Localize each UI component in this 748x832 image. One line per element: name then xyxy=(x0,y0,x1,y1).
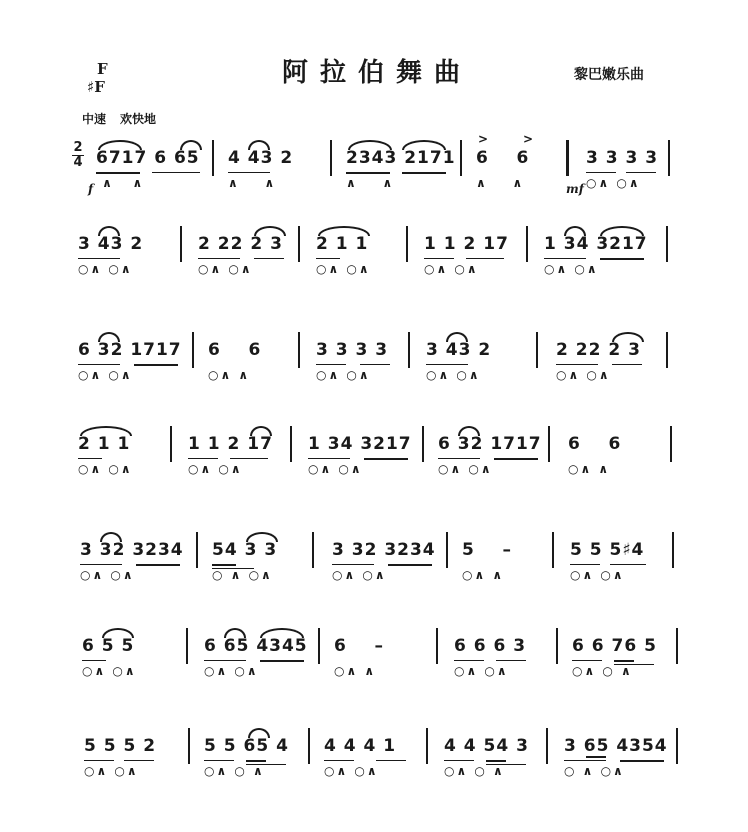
measure xyxy=(204,624,314,694)
barline xyxy=(330,140,332,176)
barline xyxy=(552,532,554,568)
barline xyxy=(312,532,314,568)
notes: 5 – xyxy=(462,540,513,560)
tempo-character: 欢快地 xyxy=(120,112,157,126)
beam xyxy=(376,760,406,761)
notes: 1 1 2 17 xyxy=(188,434,273,454)
barline xyxy=(526,226,528,262)
beam xyxy=(444,760,474,761)
beam xyxy=(556,364,598,365)
beam xyxy=(78,458,102,459)
measure xyxy=(324,724,414,794)
beam xyxy=(626,172,656,173)
notes: 2 1 1 xyxy=(316,234,369,254)
measure xyxy=(454,624,544,694)
beam xyxy=(388,564,432,566)
barline xyxy=(436,628,438,664)
notes: 4 4 54 3 xyxy=(444,736,529,756)
score-title: 阿拉伯舞曲 xyxy=(282,58,473,88)
barline xyxy=(556,628,558,664)
strum: ○∧ ○∧ xyxy=(308,462,363,476)
time-signature-bottom: 4 xyxy=(73,155,83,170)
measure xyxy=(334,624,414,694)
beam xyxy=(486,760,506,762)
strum: ○∧ ○∧ xyxy=(324,764,379,778)
score-row-6 xyxy=(0,624,748,694)
beam xyxy=(84,760,114,761)
notes: 4 4 4 1 xyxy=(324,736,397,756)
measure xyxy=(476,132,546,206)
beam xyxy=(402,172,446,174)
beam xyxy=(124,760,154,761)
measure xyxy=(78,222,178,292)
strum: ∧ ∧ xyxy=(96,176,145,190)
beam xyxy=(612,364,642,365)
barline xyxy=(548,426,550,462)
beam xyxy=(586,172,616,173)
beam xyxy=(136,564,180,566)
measure xyxy=(84,724,184,794)
barline xyxy=(290,426,292,462)
strum: ○∧ ○∧ xyxy=(424,262,479,276)
measure xyxy=(198,222,288,292)
beam xyxy=(78,258,120,259)
notes: 6 65 4345 xyxy=(204,636,308,656)
beam xyxy=(494,458,538,460)
barline xyxy=(426,728,428,764)
tempo-marking xyxy=(82,110,170,127)
barline xyxy=(170,426,172,462)
strum: ○∧ ○ ∧ xyxy=(204,764,265,778)
measure xyxy=(426,328,516,398)
notes: 1 1 2 17 xyxy=(424,234,509,254)
notes: 3 3 3 3 xyxy=(586,148,659,168)
strum: ∧ ∧ xyxy=(346,176,395,190)
strum: ○∧ ○∧ xyxy=(84,764,139,778)
beam xyxy=(614,660,634,662)
barline xyxy=(670,426,672,462)
measure xyxy=(544,222,648,292)
notes: 3 3 3 3 xyxy=(316,340,389,360)
notes: 6 32 1717 xyxy=(438,434,542,454)
score-row-4 xyxy=(0,422,748,492)
measure xyxy=(228,136,308,206)
barline xyxy=(188,728,190,764)
notes: 6 6 6 3 xyxy=(454,636,527,656)
strum: ∧ ∧ xyxy=(228,176,277,190)
measure xyxy=(212,528,302,598)
score-subtitle: 黎巴嫩乐曲 xyxy=(574,67,644,83)
measure xyxy=(80,528,190,598)
notes: 5 5 65 4 xyxy=(204,736,289,756)
beam xyxy=(572,660,602,661)
strum: ○∧ ○∧ xyxy=(586,176,641,190)
beam xyxy=(564,760,606,761)
repeat-barline xyxy=(566,140,569,176)
notes: 1 34 3217 xyxy=(544,234,648,254)
dynamic-mezzo-forte: mf xyxy=(566,182,584,196)
notes: 3 43 2 xyxy=(426,340,492,360)
beam xyxy=(230,458,268,459)
strum: ○∧ ○ ∧ xyxy=(444,764,505,778)
beam xyxy=(316,258,340,259)
notes: 5 5 5 2 xyxy=(84,736,157,756)
strum: ○∧ ○∧ xyxy=(454,664,509,678)
measure xyxy=(438,422,548,492)
beam xyxy=(82,660,106,661)
strum: ○∧ ∧ xyxy=(568,462,611,476)
beam xyxy=(454,660,484,661)
notes: 3 32 3234 xyxy=(332,540,436,560)
notes: 1 34 3217 xyxy=(308,434,412,454)
strum: ○∧ ○∧ xyxy=(204,664,259,678)
strum: ○∧ ○∧ xyxy=(438,462,493,476)
strum: ○ ∧ ○∧ xyxy=(212,568,273,582)
strum: ○∧ ○∧ xyxy=(188,462,243,476)
measure xyxy=(444,724,534,794)
measure xyxy=(82,624,172,694)
accent-mark: > xyxy=(523,132,534,146)
notes: 6 6 xyxy=(208,340,262,360)
beam xyxy=(80,564,122,565)
strum: ○∧ ∧ xyxy=(334,664,377,678)
measure xyxy=(586,136,666,206)
barline xyxy=(406,226,408,262)
score-row-5 xyxy=(0,528,748,598)
strum: ○∧ ○∧ xyxy=(78,262,133,276)
strum: ○∧ ○∧ xyxy=(332,568,387,582)
key-signature-line1: F xyxy=(97,60,108,78)
strum: ○∧ ○∧ xyxy=(544,262,599,276)
beam xyxy=(570,564,600,565)
notes: 6 6 xyxy=(568,434,622,454)
beam xyxy=(198,258,240,259)
key-signature-line2: ♯F xyxy=(87,78,105,96)
beam xyxy=(424,258,454,259)
beam xyxy=(204,760,234,761)
barline xyxy=(460,140,462,176)
barline xyxy=(298,226,300,262)
strum: ○∧ ○∧ xyxy=(78,368,133,382)
beam xyxy=(152,172,200,173)
barline xyxy=(196,532,198,568)
notes: 3 32 3234 xyxy=(80,540,184,560)
notes: 2 22 2 3 xyxy=(556,340,641,360)
strum: ○∧ ○∧ xyxy=(316,368,371,382)
measure xyxy=(78,328,188,398)
beam xyxy=(246,760,266,762)
time-signature-top: 2 xyxy=(73,140,83,155)
beam xyxy=(586,756,606,758)
measure xyxy=(572,624,662,694)
barline xyxy=(676,728,678,764)
beam xyxy=(254,258,284,259)
measure xyxy=(308,422,412,492)
strum: ○∧ ∧ xyxy=(208,368,251,382)
barline xyxy=(446,532,448,568)
barline xyxy=(298,332,300,368)
notes: 2343 2171 xyxy=(346,148,456,168)
measure xyxy=(96,136,206,206)
notes: 6 32 1717 xyxy=(78,340,182,360)
beam xyxy=(360,364,390,365)
strum: ○∧ ○∧ xyxy=(556,368,611,382)
barline xyxy=(676,628,678,664)
barline xyxy=(672,532,674,568)
notes: 2 22 2 3 xyxy=(198,234,283,254)
notes: 6717 6 65 xyxy=(96,148,200,168)
barline xyxy=(422,426,424,462)
beam xyxy=(308,458,350,459)
beam xyxy=(620,760,664,762)
barline xyxy=(666,332,668,368)
strum: ○∧ ○∧ xyxy=(80,568,135,582)
measure xyxy=(316,222,396,292)
beam xyxy=(188,458,218,459)
strum: ○∧ ○∧ xyxy=(78,462,133,476)
notes: 6 6 76 5 xyxy=(572,636,657,656)
beam xyxy=(496,660,526,661)
beam xyxy=(96,172,140,174)
beam xyxy=(466,258,504,259)
strum: ○∧ ○∧ xyxy=(570,568,625,582)
notes: 3 65 4354 xyxy=(564,736,668,756)
score-row-1 xyxy=(0,132,748,206)
notes: 6 6 xyxy=(476,148,530,168)
barline xyxy=(318,628,320,664)
measure xyxy=(208,328,288,398)
barline xyxy=(212,140,214,176)
barline xyxy=(308,728,310,764)
beam xyxy=(204,660,246,661)
measure xyxy=(78,422,158,492)
barline xyxy=(192,332,194,368)
score-row-2 xyxy=(0,222,748,292)
beam xyxy=(438,458,480,459)
measure xyxy=(568,422,648,492)
barline xyxy=(668,140,670,176)
measure xyxy=(204,724,304,794)
beam xyxy=(260,660,304,662)
strum: ○∧ ○ ∧ xyxy=(572,664,633,678)
barline xyxy=(666,226,668,262)
barline xyxy=(536,332,538,368)
score-row-3 xyxy=(0,328,748,398)
tempo-speed: 中速 xyxy=(82,112,107,126)
notes: 3 43 2 xyxy=(78,234,144,254)
notes: 2 1 1 xyxy=(78,434,131,454)
dynamic-forte: f xyxy=(88,182,94,196)
measure xyxy=(346,136,456,206)
beam xyxy=(610,564,646,565)
strum: ○∧ ○∧ xyxy=(426,368,481,382)
strum: ○∧ ○∧ xyxy=(198,262,253,276)
strum: ○∧ ○∧ xyxy=(82,664,137,678)
measure xyxy=(188,422,278,492)
accent-mark: > xyxy=(478,132,489,146)
barline xyxy=(546,728,548,764)
beam xyxy=(426,364,468,365)
beam xyxy=(316,364,346,365)
measure xyxy=(316,328,406,398)
strum: ○∧ ∧ xyxy=(462,568,505,582)
beam xyxy=(212,564,236,566)
beam xyxy=(332,564,374,565)
notes: 6 5 5 xyxy=(82,636,135,656)
beam xyxy=(78,364,120,365)
measure xyxy=(556,328,646,398)
notes: 4 43 2 xyxy=(228,148,294,168)
beam xyxy=(364,458,408,460)
notes: 5 5 5♯4 xyxy=(570,540,645,560)
barline xyxy=(180,226,182,262)
measure xyxy=(570,528,660,598)
score-row-7 xyxy=(0,724,748,794)
barline xyxy=(408,332,410,368)
measure xyxy=(564,724,674,794)
beam xyxy=(134,364,178,366)
barline xyxy=(186,628,188,664)
measure xyxy=(462,528,542,598)
strum: ○ ∧ ○∧ xyxy=(564,764,625,778)
beam xyxy=(600,258,644,260)
beam xyxy=(544,258,586,259)
notes: 54 3 3 xyxy=(212,540,278,560)
beam xyxy=(228,172,270,173)
beam xyxy=(324,760,354,761)
strum: ∧ ∧ xyxy=(476,176,525,190)
measure xyxy=(424,222,514,292)
beam xyxy=(346,172,390,174)
strum: ○∧ ○∧ xyxy=(316,262,371,276)
measure xyxy=(332,528,442,598)
notes: 6 – xyxy=(334,636,385,656)
